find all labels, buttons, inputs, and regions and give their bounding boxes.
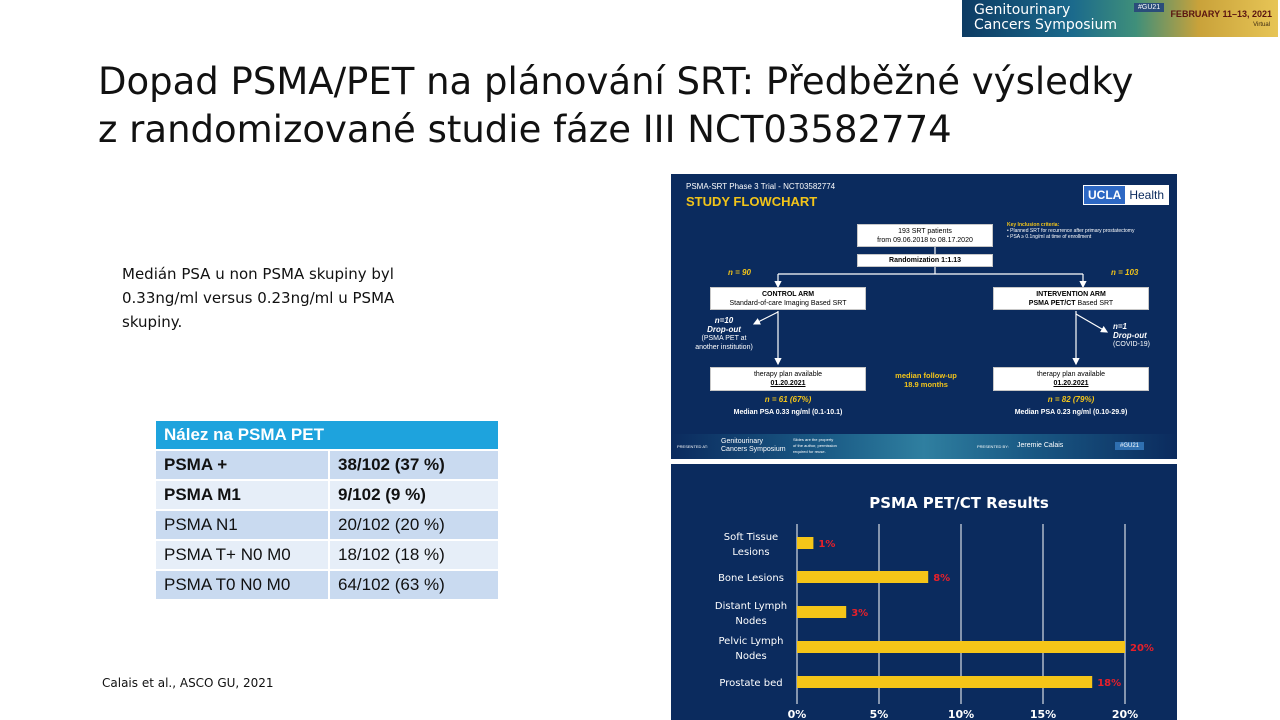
logo-ucla: UCLA — [1084, 186, 1125, 204]
n-intervention: n = 103 — [1111, 268, 1139, 277]
slide-title — [98, 58, 1218, 154]
table-header: Nález na PSMA PET — [156, 421, 498, 450]
category-label: Nodes — [735, 651, 767, 662]
data-label: 18% — [1097, 678, 1122, 689]
row-value: 20/102 (20 %) — [329, 510, 498, 540]
logo-health: Health — [1125, 186, 1168, 204]
intervention-arm-title: INTERVENTION ARM — [1036, 291, 1106, 298]
category-label: Distant Lymph — [714, 601, 788, 612]
dropout-right-label: Drop-out — [1113, 331, 1147, 340]
dropout-right — [1113, 322, 1173, 349]
banner-tag: #GU21 — [1134, 3, 1164, 12]
footer-symposium: Cancers Symposium — [721, 446, 786, 453]
data-label: 8% — [933, 573, 951, 584]
table-row — [156, 540, 498, 570]
banner-line1: Genitourinary — [974, 2, 1071, 18]
row-value: 9/102 (9 %) — [329, 480, 498, 510]
intervention-arm-box — [993, 287, 1149, 310]
intervention-arm-rest: Based SRT — [1075, 300, 1114, 307]
table-row — [156, 480, 498, 510]
control-arm-subtitle: Standard-of-care Imaging Based SRT — [729, 300, 847, 307]
ucla-health-logo — [1083, 185, 1169, 205]
row-value: 64/102 (63 %) — [329, 570, 498, 599]
x-tick-label: 10% — [947, 708, 975, 720]
slide-title-line1: Dopad PSMA/PET na plánování SRT: Předběžné výsledky — [98, 60, 1134, 103]
control-arm-box — [710, 287, 866, 310]
data-label: 20% — [1130, 643, 1154, 654]
x-tick-label: 0% — [787, 708, 807, 720]
followup-value: 18.9 months — [904, 380, 948, 389]
table-row — [156, 510, 498, 540]
inclusion-title: Key Inclusion criteria: — [1007, 222, 1060, 228]
bar — [797, 571, 928, 583]
chart-title: PSMA PET/CT Results — [869, 494, 1049, 512]
dropout-right-n: n=1 — [1113, 322, 1128, 331]
dropout-left-reason: another institution) — [695, 344, 753, 351]
footer-tag: #GU21 — [1115, 442, 1144, 450]
flowchart-heading: STUDY FLOWCHART — [686, 194, 818, 209]
dropout-left-reason: (PSMA PET at — [701, 335, 747, 342]
patients-box — [857, 224, 993, 247]
psa-note: Medián PSA u non PSMA skupiny byl 0.33ng/ml versus 0.23ng/ml u PSMA skupiny. — [122, 265, 395, 331]
flowchart-footer — [671, 434, 1177, 459]
data-label: 1% — [818, 539, 836, 550]
row-label: PSMA M1 — [156, 480, 329, 510]
patients-count: 193 SRT patients — [898, 228, 952, 235]
dropout-left-label: Drop-out — [707, 325, 741, 334]
result-right: n = 82 (79%) — [1047, 395, 1095, 404]
dropout-right-reason: (COVID-19) — [1113, 341, 1150, 348]
data-label: 3% — [851, 608, 869, 619]
footer-rights: of the author, permission — [793, 443, 837, 448]
row-value: 38/102 (37 %) — [329, 450, 498, 480]
x-tick-label: 20% — [1111, 708, 1139, 720]
bar — [797, 606, 846, 618]
inclusion-criteria: Key Inclusion criteria: • Planned SRT for recurrence after primary prostatectomy • PSA ≥ 0.1ng/ml at time of enrollment — [1007, 222, 1172, 240]
median-followup — [881, 371, 971, 389]
therapy-plan-right — [993, 367, 1149, 391]
psa-left: Median PSA 0.33 ng/ml (0.1-10.1) — [733, 409, 843, 416]
bar — [797, 641, 1125, 653]
therapy-date: 01.20.2021 — [1053, 380, 1089, 387]
intervention-arm-psma: PSMA PET/CT — [1028, 300, 1076, 307]
trial-id: PSMA-SRT Phase 3 Trial - NCT03582774 — [686, 182, 836, 191]
category-label: Bone Lesions — [718, 573, 784, 584]
patients-dates: from 09.06.2018 to 08.17.2020 — [877, 237, 973, 244]
bar-chart — [671, 464, 1177, 720]
dropout-left — [683, 316, 765, 352]
x-tick-label: 15% — [1029, 708, 1057, 720]
table-row — [156, 570, 498, 599]
result-left: n = 61 (67%) — [764, 395, 812, 404]
row-label: PSMA T0 N0 M0 — [156, 570, 329, 599]
followup-label: median follow-up — [895, 371, 957, 380]
banner-virtual: Virtual — [1253, 22, 1270, 28]
dropout-left-n: n=10 — [714, 316, 734, 325]
category-label: Prostate bed — [719, 678, 783, 689]
psa-right: Median PSA 0.23 ng/ml (0.10-29.9) — [1014, 409, 1128, 416]
category-label: Lesions — [732, 547, 770, 558]
row-label: PSMA T+ N0 M0 — [156, 540, 329, 570]
psma-results-table — [156, 421, 498, 599]
control-arm-title: CONTROL ARM — [761, 291, 815, 298]
inclusion-item: Planned SRT for recurrence after primary prostatectomy — [1010, 228, 1135, 234]
therapy-label: therapy plan available — [753, 371, 823, 378]
banner-line2: Cancers Symposium — [974, 17, 1117, 33]
therapy-date: 01.20.2021 — [770, 380, 806, 387]
row-label: PSMA + — [156, 450, 329, 480]
therapy-label: therapy plan available — [1036, 371, 1106, 378]
footer-presented-at: PRESENTED AT: — [677, 444, 708, 449]
banner-date: FEBRUARY 11–13, 2021 — [1170, 9, 1272, 19]
therapy-plan-left — [710, 367, 866, 391]
category-label: Nodes — [735, 616, 767, 627]
footer-rights: Slides are the property — [793, 437, 834, 442]
n-control: n = 90 — [728, 268, 751, 277]
slide-title-line2: z randomizované studie fáze III NCT03582774 — [98, 108, 952, 151]
footer-presented-by: PRESENTED BY: — [977, 444, 1009, 449]
inclusion-item: PSA ≥ 0.1ng/ml at time of enrollment — [1010, 234, 1092, 240]
category-label: Soft Tissue — [723, 532, 779, 543]
x-tick-label: 5% — [869, 708, 889, 720]
footer-presenter: Jeremie Calais — [1017, 442, 1064, 449]
row-value: 18/102 (18 %) — [329, 540, 498, 570]
row-label: PSMA N1 — [156, 510, 329, 540]
table-row — [156, 450, 498, 480]
study-flowchart — [671, 174, 1177, 459]
randomization-box: Randomization 1:1.13 — [857, 254, 993, 267]
category-label: Pelvic Lymph — [718, 636, 784, 647]
symposium-banner — [962, 0, 1278, 37]
footer-symposium: Genitourinary — [721, 438, 764, 445]
citation: Calais et al., ASCO GU, 2021 — [102, 676, 274, 690]
bar — [797, 537, 813, 549]
psma-results-chart — [671, 464, 1177, 720]
footer-rights: required for reuse. — [793, 449, 826, 454]
bar — [797, 676, 1092, 688]
